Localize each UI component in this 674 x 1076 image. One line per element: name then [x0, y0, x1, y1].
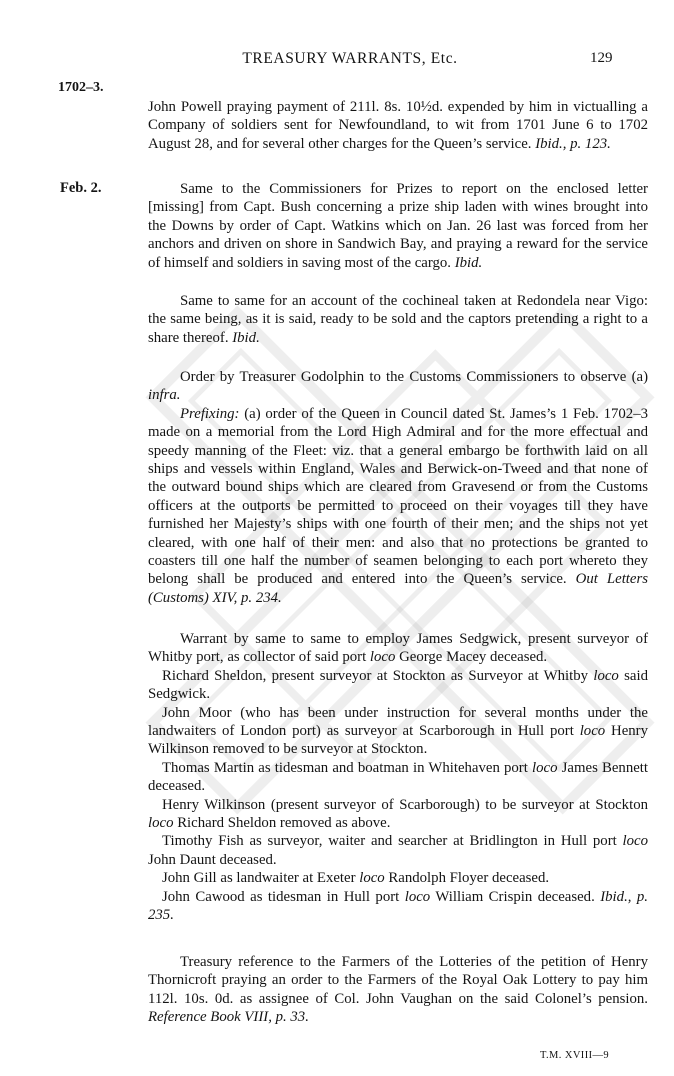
entry-text: John Powell praying payment of 211l. 8s. 10½d. expended by him in victualling a Company of soldiers sent for Newfoundland, to wit from 1701 June 6 to 1702 August 28, and for several other charges for the Queen’s service. [148, 99, 648, 152]
entry-cochineal [148, 292, 648, 347]
list-item: Richard Sheldon, present surveyor at Stockton as Surveyor at Whitby loco said Sedgwick. [148, 667, 649, 703]
entry-lottery [148, 953, 648, 1027]
entry-text: Same to same for an account of the cochineal taken at Redondela near Vigo: the same being, as it is said, ready to be sold and the captors pretending a right to a share thereof. [148, 293, 648, 346]
entry-intro-italic: infra. [148, 387, 181, 404]
entry-reference: Ibid., p. 123. [535, 135, 611, 152]
entry-text: Same to the Commissioners for Prizes to report on the enclosed letter [missing] from Capt. Bush concerning a prize ship laden with wines brought into the Downs by order of Capt. Watkins which on Jan. 26 last was forced from her anchors and driven on shore in Sandwich Bay, and praying a reward for the service of himself and soldiers in saving most of the cargo. [148, 181, 648, 271]
entry-reference: Ibid. [454, 254, 483, 271]
list-item: Thomas Martin as tidesman and boatman in Whitehaven port loco James Bennett deceased. [148, 759, 649, 795]
entry-reference: Out Letters (Customs) XIV, p. 234. [148, 571, 649, 606]
entry-intro: Order by Treasurer Godolphin to the Customs Commissioners to observe (a) [180, 369, 648, 385]
appointments-section [148, 630, 648, 925]
entry-embargo [148, 368, 648, 607]
list-item: Henry Wilkinson (present surveyor of Scarborough) to be surveyor at Stockton loco Richard Sheldon removed as above. [148, 796, 648, 832]
list-item: John Gill as landwaiter at Exeter loco Randolph Floyer deceased. [162, 870, 550, 887]
entry-prizes [148, 180, 648, 272]
year-range: 1702–3. [58, 80, 104, 95]
list-item: John Moor (who has been under instruction for several months under the landwaiters of London port) as surveyor at Scarborough in Hull port loco Henry Wilkinson removed to be surveyor at Stockton. [148, 704, 649, 758]
entry-powell [148, 98, 648, 153]
footer-signature: T.M. XVIII—9 [540, 1050, 610, 1061]
entry-reference: Reference Book VIII, p. 33. [148, 1009, 309, 1026]
running-head: TREASURY WARRANTS, Etc. [242, 50, 458, 67]
entry-text: (a) order of the Queen in Council dated St. James’s 1 Feb. 1702–3 made on a memorial from the Lord High Admiral and for the more effectual and speedy manning of the Fleet: viz. that a general embargo be forthwith laid on all ships and vessels within England, Wales and Berwick-on-Tweed and that none of the outward bound ships which are cleared from Gravesend or from the Customs officers at the outports be permitted to proceed on their voyages till they have furnished her Majesty’s ships with one fourth of their men; and the ships not yet cleared, with one half of their men: and also that no protections be granted to coasters till one half the number of seamen belonging to each port whereto they belong shall be produced and entered into the Queen’s service. [148, 405, 648, 588]
page-number: 129 [590, 50, 613, 66]
entry-reference: Ibid., p. 235. [148, 888, 648, 924]
entry-text: Treasury reference to the Farmers of the Lotteries of the petition of Henry Thornicroft praying an order to the Farmers of the Royal Oak Lottery to pay him 112l. 10s. 0d. as assignee of Col. John Vaughan on the said Colonel’s pension. [148, 954, 648, 1007]
margin-date: Feb. 2. [60, 180, 102, 196]
appointments-intro: Warrant by same to same to employ James Sedgwick, present surveyor of Whitby port, as collector of said port loco George Macey deceased. [148, 631, 648, 666]
entry-reference: Ibid. [232, 329, 260, 346]
list-item: John Cawood as tidesman in Hull port loco William Crispin deceased. Ibid., p. 235. [148, 888, 648, 924]
prefixing-label: Prefixing: [180, 405, 240, 422]
list-item: Timothy Fish as surveyor, waiter and searcher at Bridlington in Hull port loco John Daunt deceased. [148, 833, 648, 868]
